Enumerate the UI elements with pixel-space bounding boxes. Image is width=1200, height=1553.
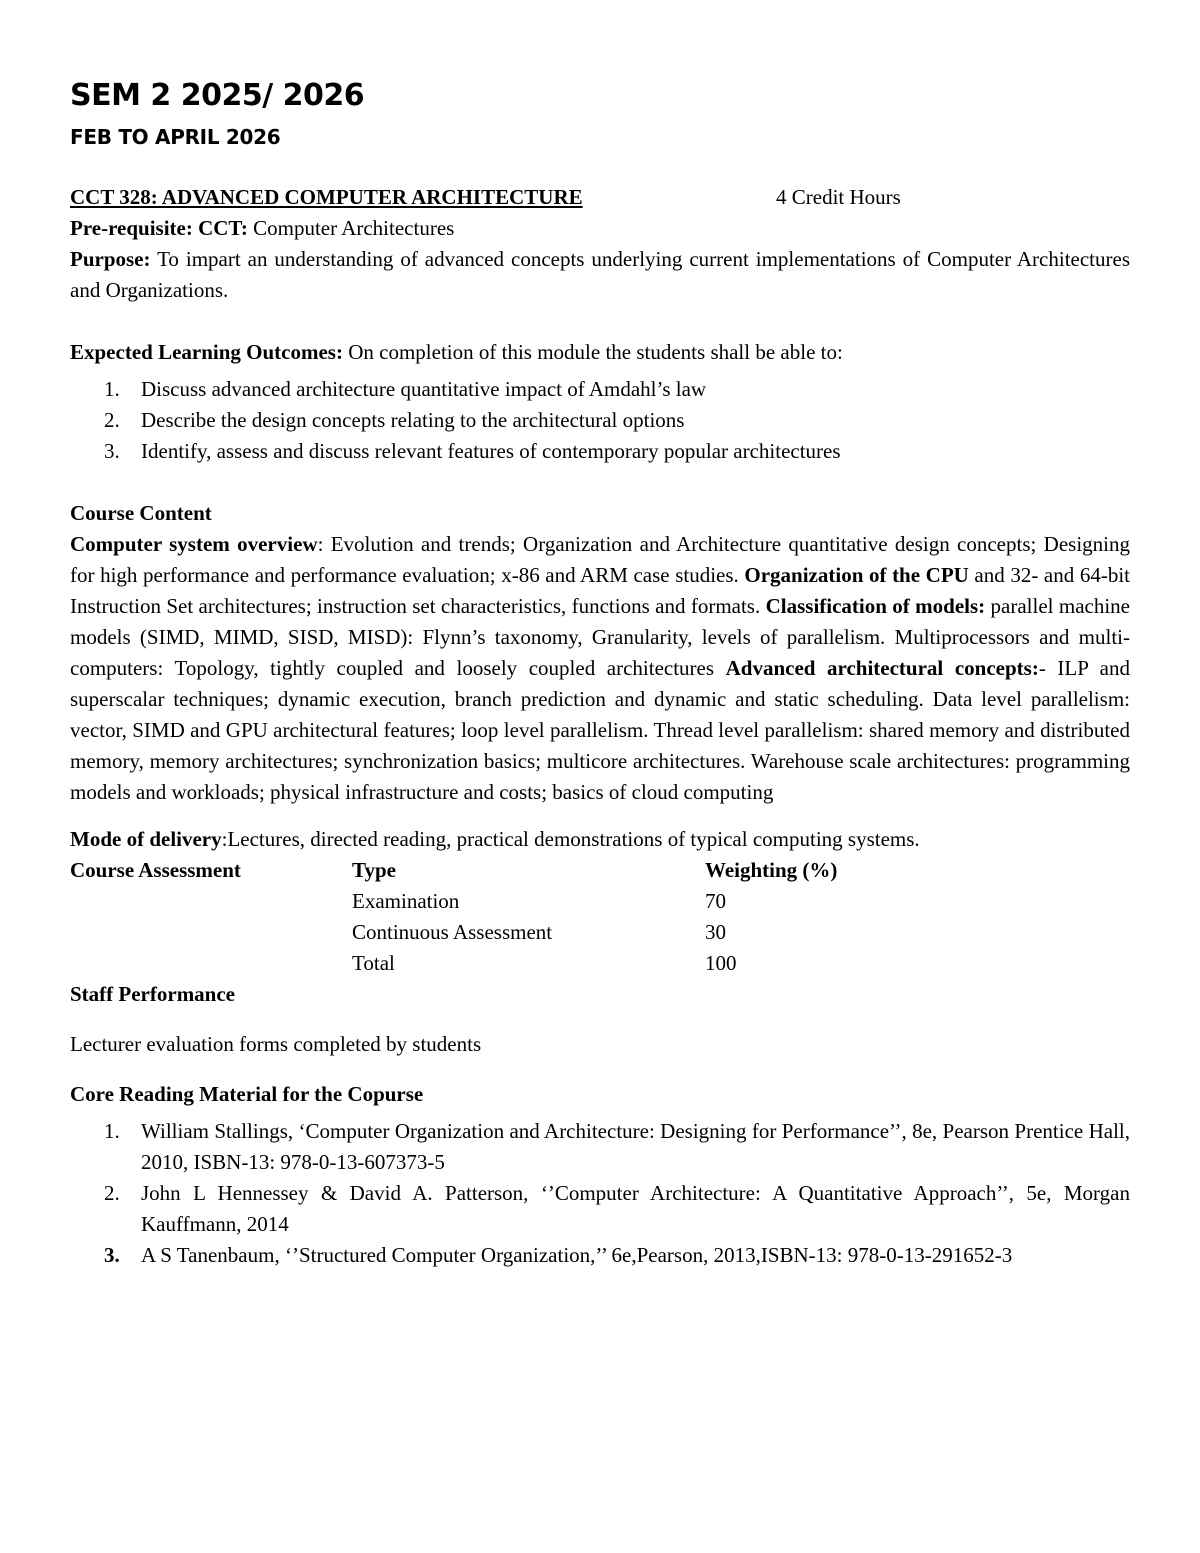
delivery-text: :Lectures, directed reading, practical demonstrations of typical computing systems.: [221, 827, 920, 851]
outcomes-list: [70, 374, 1130, 467]
purpose-label: Purpose:: [70, 247, 151, 271]
delivery-label: Mode of delivery: [70, 827, 222, 851]
list-item: [70, 405, 1130, 436]
assessment-type: Total: [352, 951, 395, 975]
list-number: 2.: [104, 1181, 120, 1205]
list-number: 2.: [104, 408, 120, 432]
reading-list: [70, 1116, 1130, 1271]
assessment-label: Course Assessment: [70, 858, 241, 882]
purpose-text: To impart an understanding of advanced concepts underlying current implementations of Computer Architectures and Organizations.: [70, 247, 1130, 302]
assessment-header-row: [70, 855, 1130, 886]
purpose: [70, 244, 1130, 306]
course-content-heading: Course Content: [70, 501, 212, 525]
list-number: 1.: [104, 1119, 120, 1143]
core-reading-heading: Core Reading Material for the Copurse: [70, 1082, 424, 1106]
assessment-weight: 30: [705, 920, 726, 944]
assessment-weight: 70: [705, 889, 726, 913]
content-label-classification: Classification of models:: [765, 594, 986, 618]
staff-performance-text: Lecturer evaluation forms completed by students: [70, 1032, 482, 1056]
course-code-title: CCT 328: ADVANCED COMPUTER ARCHITECTURE: [70, 185, 583, 209]
semester-period: FEB TO APRIL 2026: [70, 125, 281, 149]
assessment-col-weight: Weighting (%): [705, 858, 838, 882]
table-row: [70, 886, 1130, 917]
list-item-text: A S Tanenbaum, ‘’Structured Computer Organization,’’ 6e,Pearson, 2013,ISBN-13: 978-0-13-291652-3: [141, 1243, 1013, 1267]
course-content-body: [70, 529, 1130, 808]
content-text-advanced: - ILP and superscalar techniques; dynamic execution, branch prediction and dynamic and static scheduling. Data level parallelism: vector, SIMD and GPU architectural features; loop level parallelism. Thread level parallelism: shared memory and distributed memory, memory architectures; synchronization basics; multicore architectures. Warehouse scale architectures: programming models and workloads; physical infrastructure and costs; basics of cloud computing: [70, 656, 1130, 804]
prerequisite-label: Pre-requisite: CCT:: [70, 216, 248, 240]
content-label-overview: Computer system overview: [70, 532, 318, 556]
prerequisite-value: Computer Architectures: [247, 216, 455, 240]
list-item-text: Discuss advanced architecture quantitative impact of Amdahl’s law: [141, 377, 707, 401]
outcomes-label: Expected Learning Outcomes:: [70, 340, 343, 364]
list-item: [70, 374, 1130, 405]
list-item: [70, 1240, 1130, 1271]
list-item: [70, 1178, 1130, 1240]
content-label-advanced: Advanced architectural concepts:: [725, 656, 1039, 680]
prerequisite: [70, 213, 1130, 244]
mode-of-delivery: [70, 824, 1130, 855]
staff-performance-heading: Staff Performance: [70, 982, 236, 1006]
list-item-text: William Stallings, ‘Computer Organization and Architecture: Designing for Performance’’, 8e, Pearson Prentice Hall, 2010, ISBN-13: 978-0-13-607373-5: [141, 1119, 1130, 1174]
list-number: 1.: [104, 377, 120, 401]
assessment-col-type: Type: [352, 858, 396, 882]
outcomes-intro-text: On completion of this module the students shall be able to:: [342, 340, 843, 364]
list-item-text: John L Hennessey & David A. Patterson, ‘’Computer Architecture: A Quantitative Approach’’, 5e, Morgan Kauffmann, 2014: [141, 1181, 1130, 1236]
outcomes-intro: [70, 337, 1130, 368]
list-item: [70, 436, 1130, 467]
list-number: 3.: [104, 1243, 120, 1267]
credit-hours: 4 Credit Hours: [776, 185, 901, 209]
course-title-line: [70, 182, 1130, 213]
list-item-text: Identify, assess and discuss relevant features of contemporary popular architectures: [141, 439, 841, 463]
list-number: 3.: [104, 439, 120, 463]
content-text-cpu: and 32- and 64-bit Instruction Set architectures; instruction set characteristics, functions and formats.: [70, 563, 1130, 618]
list-item: [70, 1116, 1130, 1178]
list-item-text: Describe the design concepts relating to the architectural options: [141, 408, 685, 432]
semester-title: SEM 2 2025/ 2026: [70, 78, 365, 113]
content-text-overview: : Evolution and trends; Organization and Architecture quantitative design concepts; Designing for high performance and performance evaluation; x-86 and ARM case studies.: [70, 532, 1130, 587]
table-row: [70, 917, 1130, 948]
document-page: [70, 76, 1130, 1271]
assessment-type: Examination: [352, 889, 460, 913]
content-text-classification: parallel machine models (SIMD, MIMD, SISD, MISD): Flynn’s taxonomy, Granularity, levels of parallelism. Multiprocessors and multi-computers: Topology, tightly coupled and loosely coupled architectures: [70, 594, 1130, 680]
assessment-type: Continuous Assessment: [352, 920, 553, 944]
table-row: [70, 948, 1130, 979]
assessment-weight: 100: [705, 951, 737, 975]
content-label-cpu: Organization of the CPU: [744, 563, 969, 587]
